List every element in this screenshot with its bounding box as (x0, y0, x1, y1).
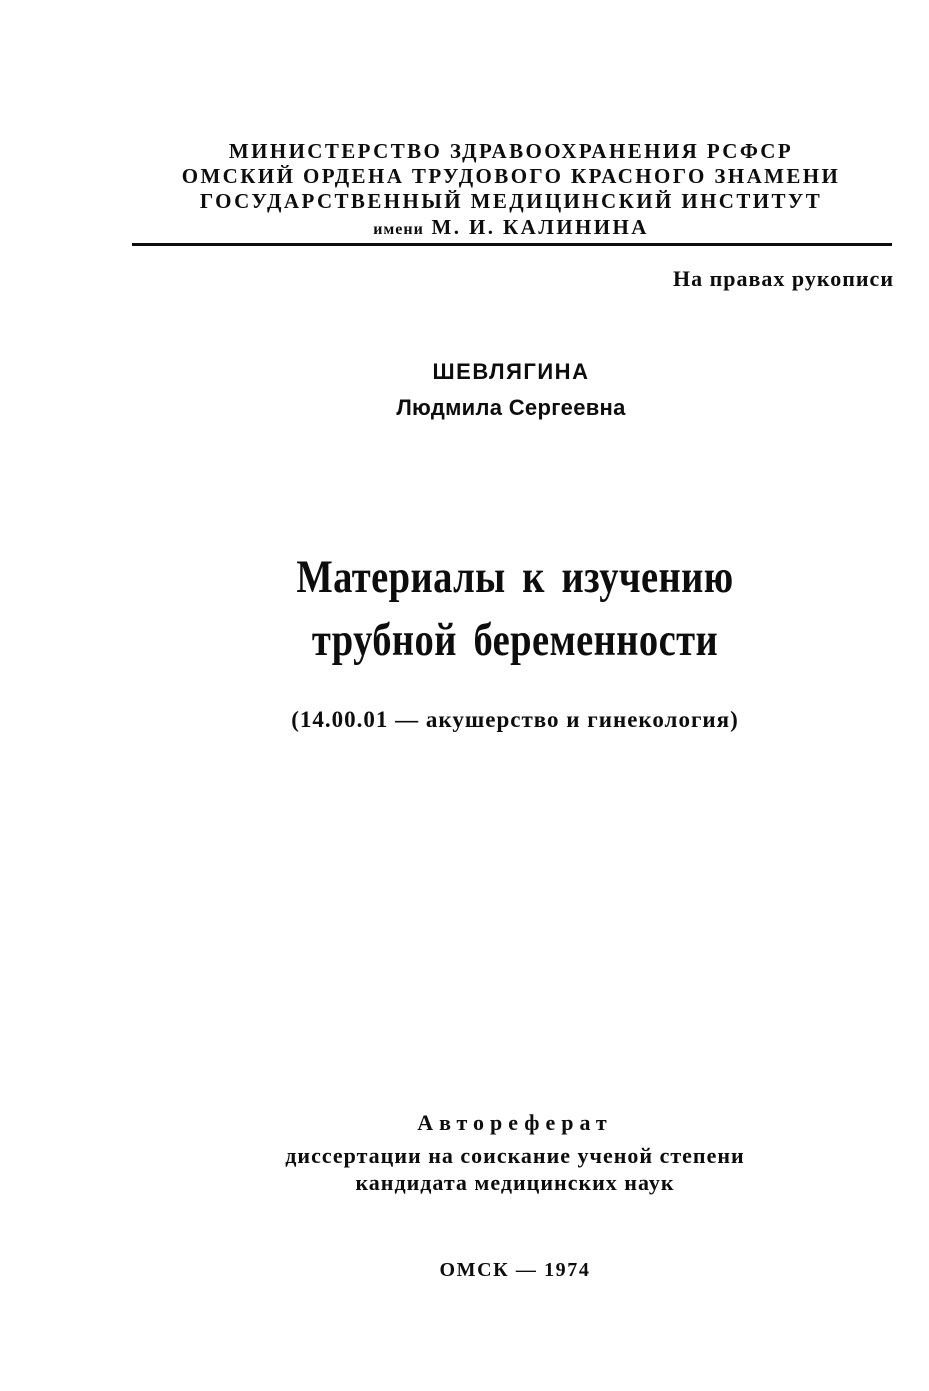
imprint: ОМСК — 1974 (439, 1259, 591, 1281)
institute-line-1: ОМСКИЙ ОРДЕНА ТРУДОВОГО КРАСНОГО ЗНАМЕНИ (181, 164, 841, 188)
abstract-line-1: диссертации на соискание ученой степени (285, 1143, 745, 1168)
author-given-names: Людмила Сергеевна (396, 395, 626, 420)
eponym-prefix: имени (373, 221, 424, 238)
manuscript-note: На правах рукописи (672, 266, 894, 291)
title-line-1: Материалы к изучению (296, 551, 734, 603)
abstract-line-2: кандидата медицинских наук (355, 1170, 675, 1195)
abstract-label: Автореферат (417, 1110, 613, 1135)
header-divider (132, 243, 892, 246)
institute-eponym-line (130, 217, 892, 238)
eponym-name: М. И. КАЛИНИНА (431, 215, 649, 239)
specialty-code: (14.00.01 — акушерство и гинекология) (291, 707, 739, 732)
title-line-2: трубной беременности (311, 614, 719, 666)
institute-line-2: ГОСУДАРСТВЕННЫЙ МЕДИЦИНСКИЙ ИНСТИТУТ (199, 189, 823, 213)
author-surname: ШЕВЛЯГИНА (432, 359, 590, 384)
ministry-line: МИНИСТЕРСТВО ЗДРАВООХРАНЕНИЯ РСФСР (228, 139, 794, 163)
